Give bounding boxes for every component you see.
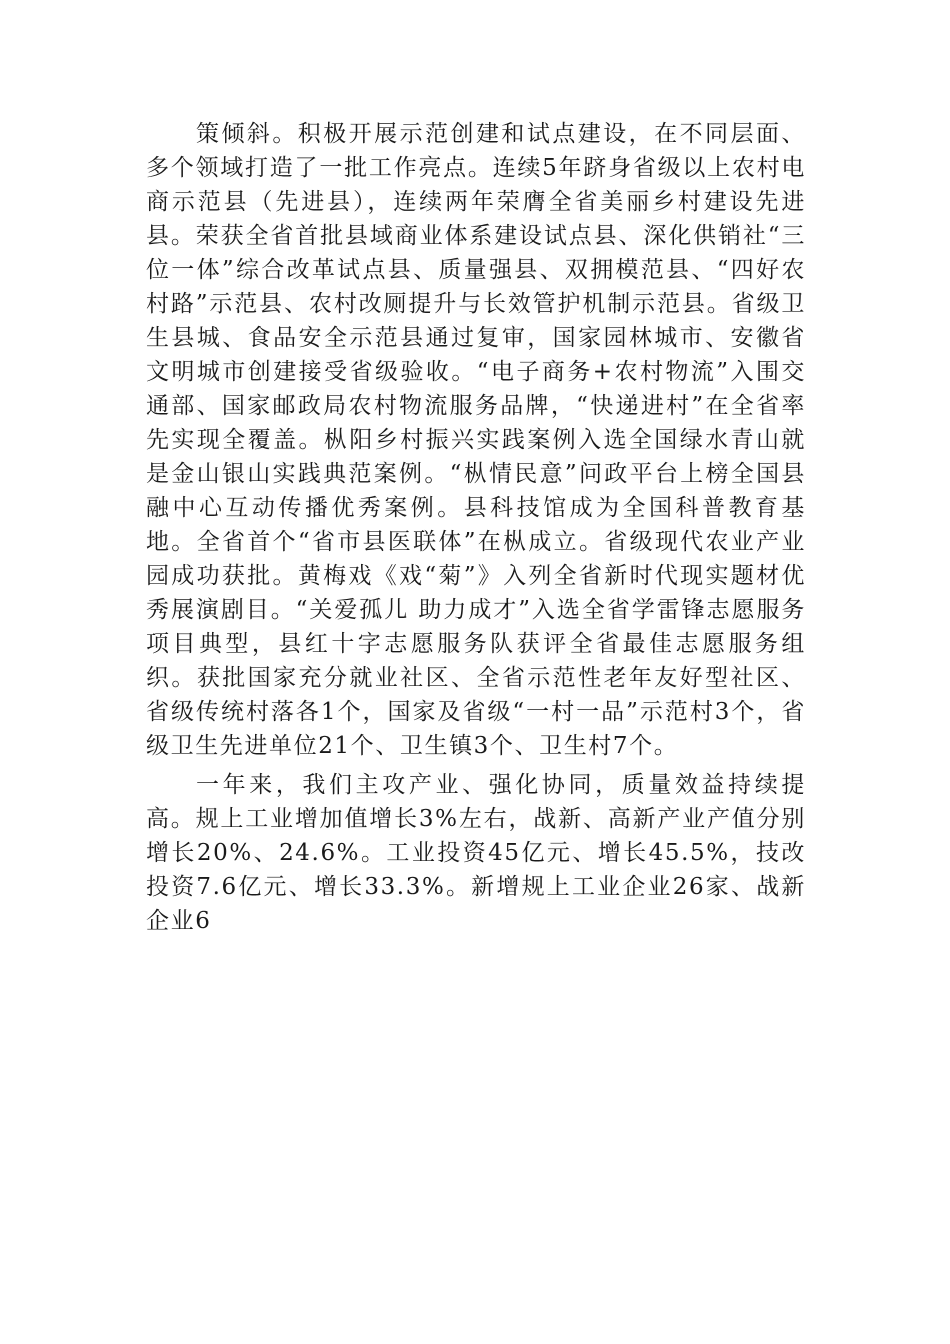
paragraph-industry-growth: 一年来，我们主攻产业、强化协同，质量效益持续提高。规上工业增加值增长3%左右，战新、高新产业产值分别增长20%、24.6%。工业投资45亿元、增长45.5%，技改投资7.6亿元、增长33.3%。新增规上工业企业26家、战新企业6: [146, 772, 806, 934]
document-body: [146, 117, 806, 938]
paragraph-achievements: 策倾斜。积极开展示范创建和试点建设，在不同层面、多个领域打造了一批工作亮点。连续5年跻身省级以上农村电商示范县（先进县），连续两年荣膺全省美丽乡村建设先进县。荣获全省首批县域商业体系建设试点县、深化供销社“三位一体”综合改革试点县、质量强县、双拥模范县、“四好农村路”示范县、农村改厕提升与长效管护机制示范县。省级卫生县城、食品安全示范县通过复审，国家园林城市、安徽省文明城市创建接受省级验收。“电子商务+农村物流”入围交通部、国家邮政局农村物流服务品牌，“快递进村”在全省率先实现全覆盖。枞阳乡村振兴实践案例入选全国绿水青山就是金山银山实践典范案例。“枞情民意”问政平台上榜全国县融中心互动传播优秀案例。县科技馆成为全国科普教育基地。全省首个“省市县医联体”在枞成立。省级现代农业产业园成功获批。黄梅戏《戏“菊”》入列全省新时代现实题材优秀展演剧目。“关爱孤儿 助力成才”入选全省学雷锋志愿服务项目典型，县红十字志愿服务队获评全省最佳志愿服务组织。获批国家充分就业社区、全省示范性老年友好型社区、省级传统村落各1个，国家及省级“一村一品”示范村3个，省级卫生先进单位21个、卫生镇3个、卫生村7个。: [146, 121, 806, 759]
